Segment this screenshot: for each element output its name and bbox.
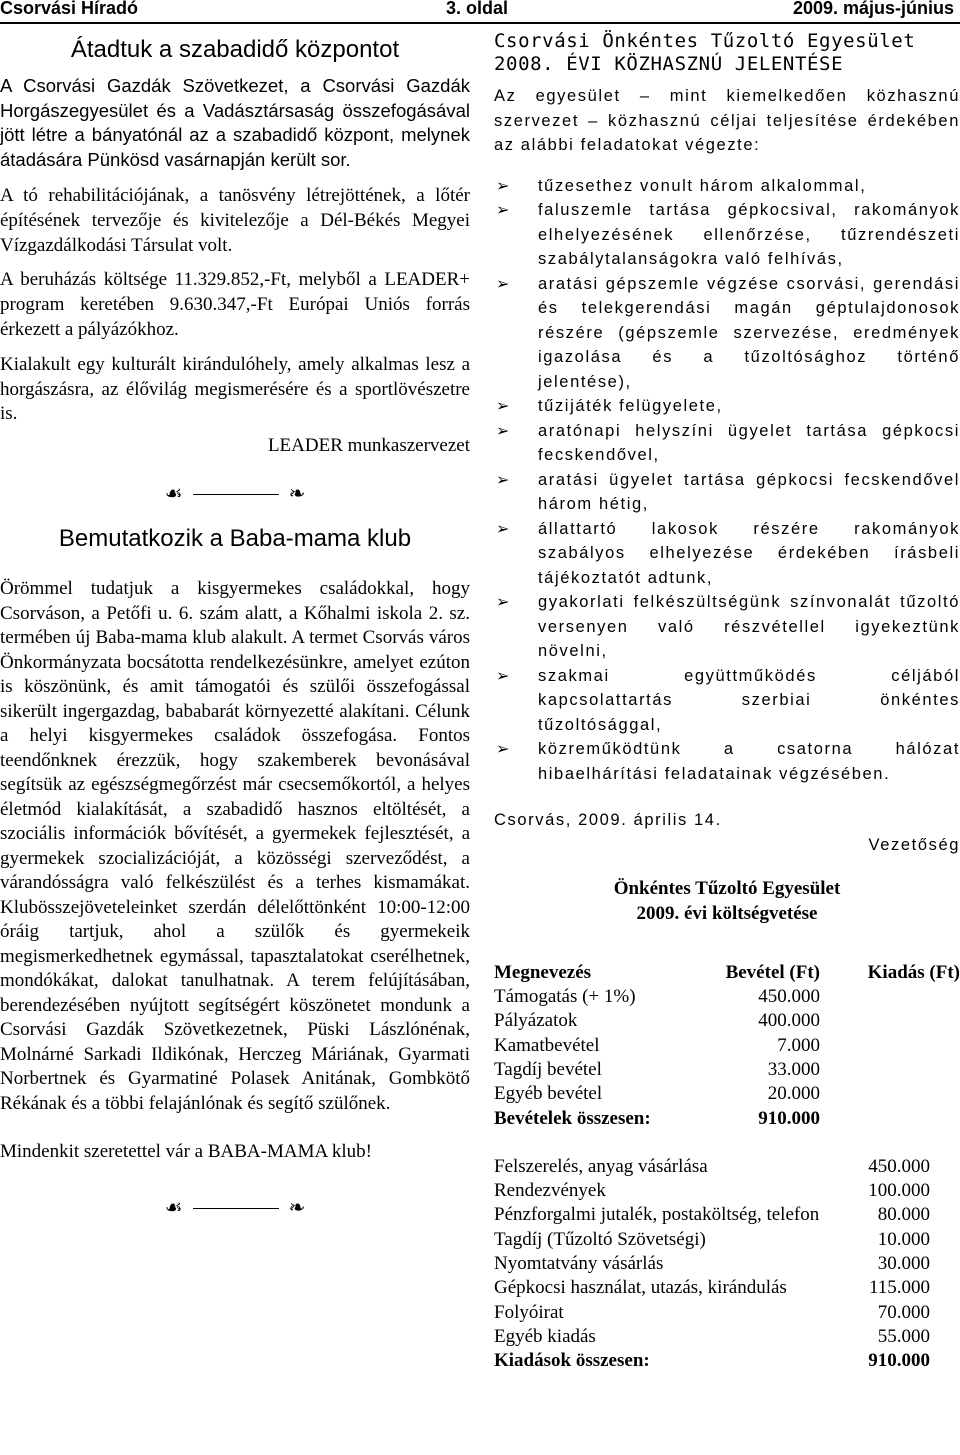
expense-table — [494, 1155, 930, 1374]
article-paragraph: Mindenkit szeretettel vár a BABA-MAMA klub! — [0, 1141, 373, 1163]
report-task-item — [494, 517, 960, 591]
section-ornament — [0, 1195, 470, 1219]
income-total-amount: 910.000 — [758, 1107, 820, 1129]
table-row — [494, 1082, 960, 1106]
fleuron-left-icon: ☙ — [164, 1194, 183, 1219]
empty-cell — [820, 985, 960, 1009]
page-number: 3. oldal — [446, 0, 509, 18]
arrow-bullet-icon: ➢ — [496, 396, 512, 415]
report-task-text: tűzesethez vonult három alkalommal, — [538, 176, 867, 195]
expense-amount: 55.000 — [877, 1325, 930, 1347]
arrow-bullet-icon: ➢ — [496, 420, 512, 440]
page-header — [0, 0, 960, 22]
report-task-text: faluszemle tartása gépkocsival, rakományok elhelyezésének ellenőrzése, tűzrendészeti szabálytalanságokra való felhívás, — [538, 201, 960, 268]
right-column — [494, 30, 960, 1373]
expense-label: Tagdíj (Tűzoltó Szövetségi) — [494, 1228, 706, 1250]
expense-amount: 115.000 — [868, 1277, 930, 1299]
empty-cell — [820, 1082, 960, 1106]
table-total-row — [494, 1106, 960, 1130]
expense-total-amount: 910.000 — [868, 1350, 930, 1372]
column-header: Bevétel (Ft) — [725, 961, 820, 983]
report-task-item — [494, 174, 960, 199]
income-table — [494, 961, 960, 1131]
table-total-row — [494, 1349, 930, 1373]
table-row — [494, 1203, 930, 1227]
arrow-bullet-icon: ➢ — [496, 469, 512, 489]
expense-total-label: Kiadások összesen: — [494, 1350, 650, 1372]
empty-cell — [820, 1106, 960, 1130]
section-ornament — [0, 481, 470, 505]
report-task-text: aratási ügyelet tartása gépkocsi fecskendővel három hétig, — [538, 470, 960, 513]
article-paragraph: Kialakult egy kulturált kirándulóhely, amely alkalmas lesz a horgászásra, az élővilág megismerésére és a sportlövészetre is. — [0, 353, 470, 425]
article-title: Bemutatkozik a Baba-mama klub — [58, 525, 412, 553]
report-task-list — [494, 174, 960, 787]
table-row — [494, 1228, 930, 1252]
arrow-bullet-icon: ➢ — [496, 273, 512, 293]
income-label: Pályázatok — [494, 1010, 578, 1032]
table-row — [494, 1325, 930, 1349]
expense-amount: 10.000 — [877, 1228, 930, 1250]
income-amount: 7.000 — [777, 1034, 820, 1056]
article-paragraph: A tó rehabilitációjának, a tanösvény létrejöttének, a lőtér építésének tervezője és kivitelezője a Dél-Békés Megyei Vízgazdálkodási Társulat volt. — [0, 185, 470, 256]
report-task-text: gyakorlati felkészültségünk színvonalát tűzoltó versenyen való részvétellel igyekeztünk növelni, — [538, 593, 960, 660]
expense-label: Nyomtatvány vásárlás — [494, 1253, 664, 1274]
income-amount: 450.000 — [758, 986, 820, 1008]
empty-cell — [820, 1058, 960, 1082]
column-header: Kiadás (Ft) — [867, 961, 960, 983]
report-task-text: állattartó lakosok részére rakományok szabályos elhelyezése érdekében írásbeli tájékoztatót adtunk, — [538, 519, 960, 587]
expense-amount: 30.000 — [877, 1253, 930, 1274]
arrow-bullet-icon: ➢ — [496, 518, 512, 538]
article-paragraph: Örömmel tudatjuk a kisgyermekes családokkal, hogy Csorváson, a Petőfi u. 6. szám alatt, a Kőhalmi iskola 2. sz. termében új Baba-mama klub alakult. A termet Csorvás város Önkormányzata bocsátotta rendelkezésünkre, amelyet ezúton is köszönünk, és amit támogatói és szülői összefogással sikerült ingergazdag, bababarát környezetté alakítani. Célunk a helyi kisgyermekes családok összefogása. Fontos teendőnknek érezzük, hogy szakemberek bevonásával segítsük az egészségmegőrzést már csecsemőkortól, a helyes életmód kialakítását, a szabadidő hasznos eltöltését, a szociális információk bővítését, a gyermekek fejlesztését, a gyermekek szocializációját, a közösségi szerveződést, a várandósságra való felkészülést és a terhes kismamákat. Klubösszejöveteleinket szerdán délelőttönként 10:00-12:00 óráig tartjuk, ahol a szülők és gyermekeik megismerkedhetnek egymással, tapasztalatokat cserélhetnek, mondókákat, dalokat tanulhatnak. A terem felújításában, berendezésében nyújtott segítségért köszönetet mondunk a Csorvási Gazdák Szövetkezetnek, Püski Lászlónénak, Molnárné Sarkadi Ildikónak, Herczeg Máriának, Gyarmati Norbertnek és Gyarmatiné Polasek Anitának, Gombkötő Rékának és a többi felajánlónak és segítő szülőnek. — [0, 578, 470, 1114]
budget-title: Önkéntes Tűzoltó Egyesület — [613, 878, 841, 899]
ornament-line — [193, 494, 279, 495]
report-task-text: aratónapi helyszíni ügyelet tartása gépkocsi fecskendővel, — [538, 421, 960, 464]
expense-label: Rendezvények — [494, 1180, 606, 1202]
left-column — [0, 28, 470, 1235]
expense-amount: 100.000 — [868, 1180, 930, 1202]
expense-amount: 80.000 — [877, 1204, 930, 1226]
article-paragraph: A Csorvási Gazdák Szövetkezet, a Csorvási Gazdák Horgászegyesület és a Vadásztársaság összefogásával jött létre a bányatónál az a szabadidő központ, melynek átadására Pünkösd vasárnapján került sor. — [0, 75, 470, 170]
report-task-text: szakmai együttműködés céljából kapcsolattartás szerbiai önkéntes tűzoltósággal, — [538, 666, 960, 734]
report-task-item — [494, 198, 960, 272]
report-title: 2008. ÉVI KÖZHASZNÚ JELENTÉSE — [494, 53, 844, 75]
table-row — [494, 1009, 960, 1033]
expense-label: Pénzforgalmi jutalék, postaköltség, telefon — [494, 1204, 820, 1226]
report-organization: Csorvási Önkéntes Tűzoltó Egyesület — [494, 30, 916, 52]
table-row — [494, 1300, 930, 1324]
budget-subtitle: 2009. évi költségvetése — [636, 902, 818, 924]
empty-cell — [820, 1033, 960, 1057]
arrow-bullet-icon: ➢ — [496, 739, 512, 758]
income-label: Tagdíj bevétel — [494, 1058, 602, 1080]
article-signature: LEADER munkaszervezet — [267, 435, 470, 457]
column-header: Megnevezés — [494, 961, 592, 983]
issue-date: 2009. május-június — [792, 0, 954, 18]
report-task-item — [494, 272, 960, 395]
table-row — [494, 1058, 960, 1082]
table-row — [494, 985, 960, 1009]
income-total-label: Bevételek összesen: — [494, 1107, 651, 1129]
report-task-item — [494, 468, 960, 517]
income-amount: 20.000 — [767, 1083, 820, 1105]
article-paragraph: A beruházás költsége 11.329.852,-Ft, melyből a LEADER+ program keretében 9.630.347,-Ft Európai Uniós forrás érkezett a pályázókhoz. — [0, 269, 470, 340]
fleuron-right-icon: ❧ — [288, 481, 306, 506]
arrow-bullet-icon: ➢ — [496, 200, 512, 219]
expense-label: Felszerelés, anyag vásárlása — [494, 1155, 708, 1177]
report-intro: Az egyesület – mint kiemelkedően közhasznú szervezet – közhasznú céljai teljesítése érdekében az alábbi feladatokat végezte: — [494, 87, 960, 154]
expense-label: Egyéb kiadás — [494, 1325, 596, 1347]
expense-label: Folyóirat — [494, 1301, 564, 1323]
arrow-bullet-icon: ➢ — [496, 175, 512, 195]
report-task-item — [494, 394, 960, 419]
table-header-row — [494, 961, 960, 985]
report-task-item — [494, 737, 960, 786]
fleuron-left-icon: ☙ — [164, 481, 183, 506]
report-place-date: Csorvás, 2009. április 14. — [494, 811, 722, 829]
report-signature: Vezetőség — [868, 835, 960, 854]
report-task-text: aratási gépszemle végzése csorvási, gerendási és telekgerendási magán géptulajdonosok részére (gépszemle szervezése, eredmények igazolása és a tűzoltósághoz történő jelentése), — [538, 274, 960, 391]
expense-amount: 450.000 — [868, 1155, 930, 1177]
report-task-text: tűzijáték felügyelete, — [538, 397, 723, 415]
arrow-bullet-icon: ➢ — [496, 665, 512, 685]
table-row — [494, 1155, 930, 1179]
income-amount: 400.000 — [758, 1010, 820, 1032]
table-row — [494, 1276, 930, 1300]
arrow-bullet-icon: ➢ — [496, 592, 512, 611]
report-task-item — [494, 664, 960, 738]
article-title: Átadtuk a szabadidő központot — [70, 36, 400, 63]
ornament-line — [193, 1208, 279, 1209]
report-task-item — [494, 419, 960, 468]
report-task-item — [494, 590, 960, 664]
table-row — [494, 1033, 960, 1057]
income-amount: 33.000 — [767, 1058, 820, 1080]
income-label: Támogatás (+ 1%) — [494, 986, 636, 1008]
expense-label: Gépkocsi használat, utazás, kirándulás — [494, 1277, 787, 1299]
expense-amount: 70.000 — [877, 1301, 930, 1323]
income-label: Kamatbevétel — [494, 1034, 600, 1056]
fleuron-right-icon: ❧ — [288, 1194, 306, 1219]
empty-cell — [820, 1009, 960, 1033]
report-task-text: közreműködtünk a csatorna hálózat hibaelhárítási feladatainak végzésében. — [538, 740, 960, 783]
table-row — [494, 1252, 930, 1276]
income-label: Egyéb bevétel — [494, 1083, 603, 1105]
header-rule — [0, 22, 960, 24]
table-row — [494, 1179, 930, 1203]
publication-name: Csorvási Híradó — [0, 0, 139, 18]
